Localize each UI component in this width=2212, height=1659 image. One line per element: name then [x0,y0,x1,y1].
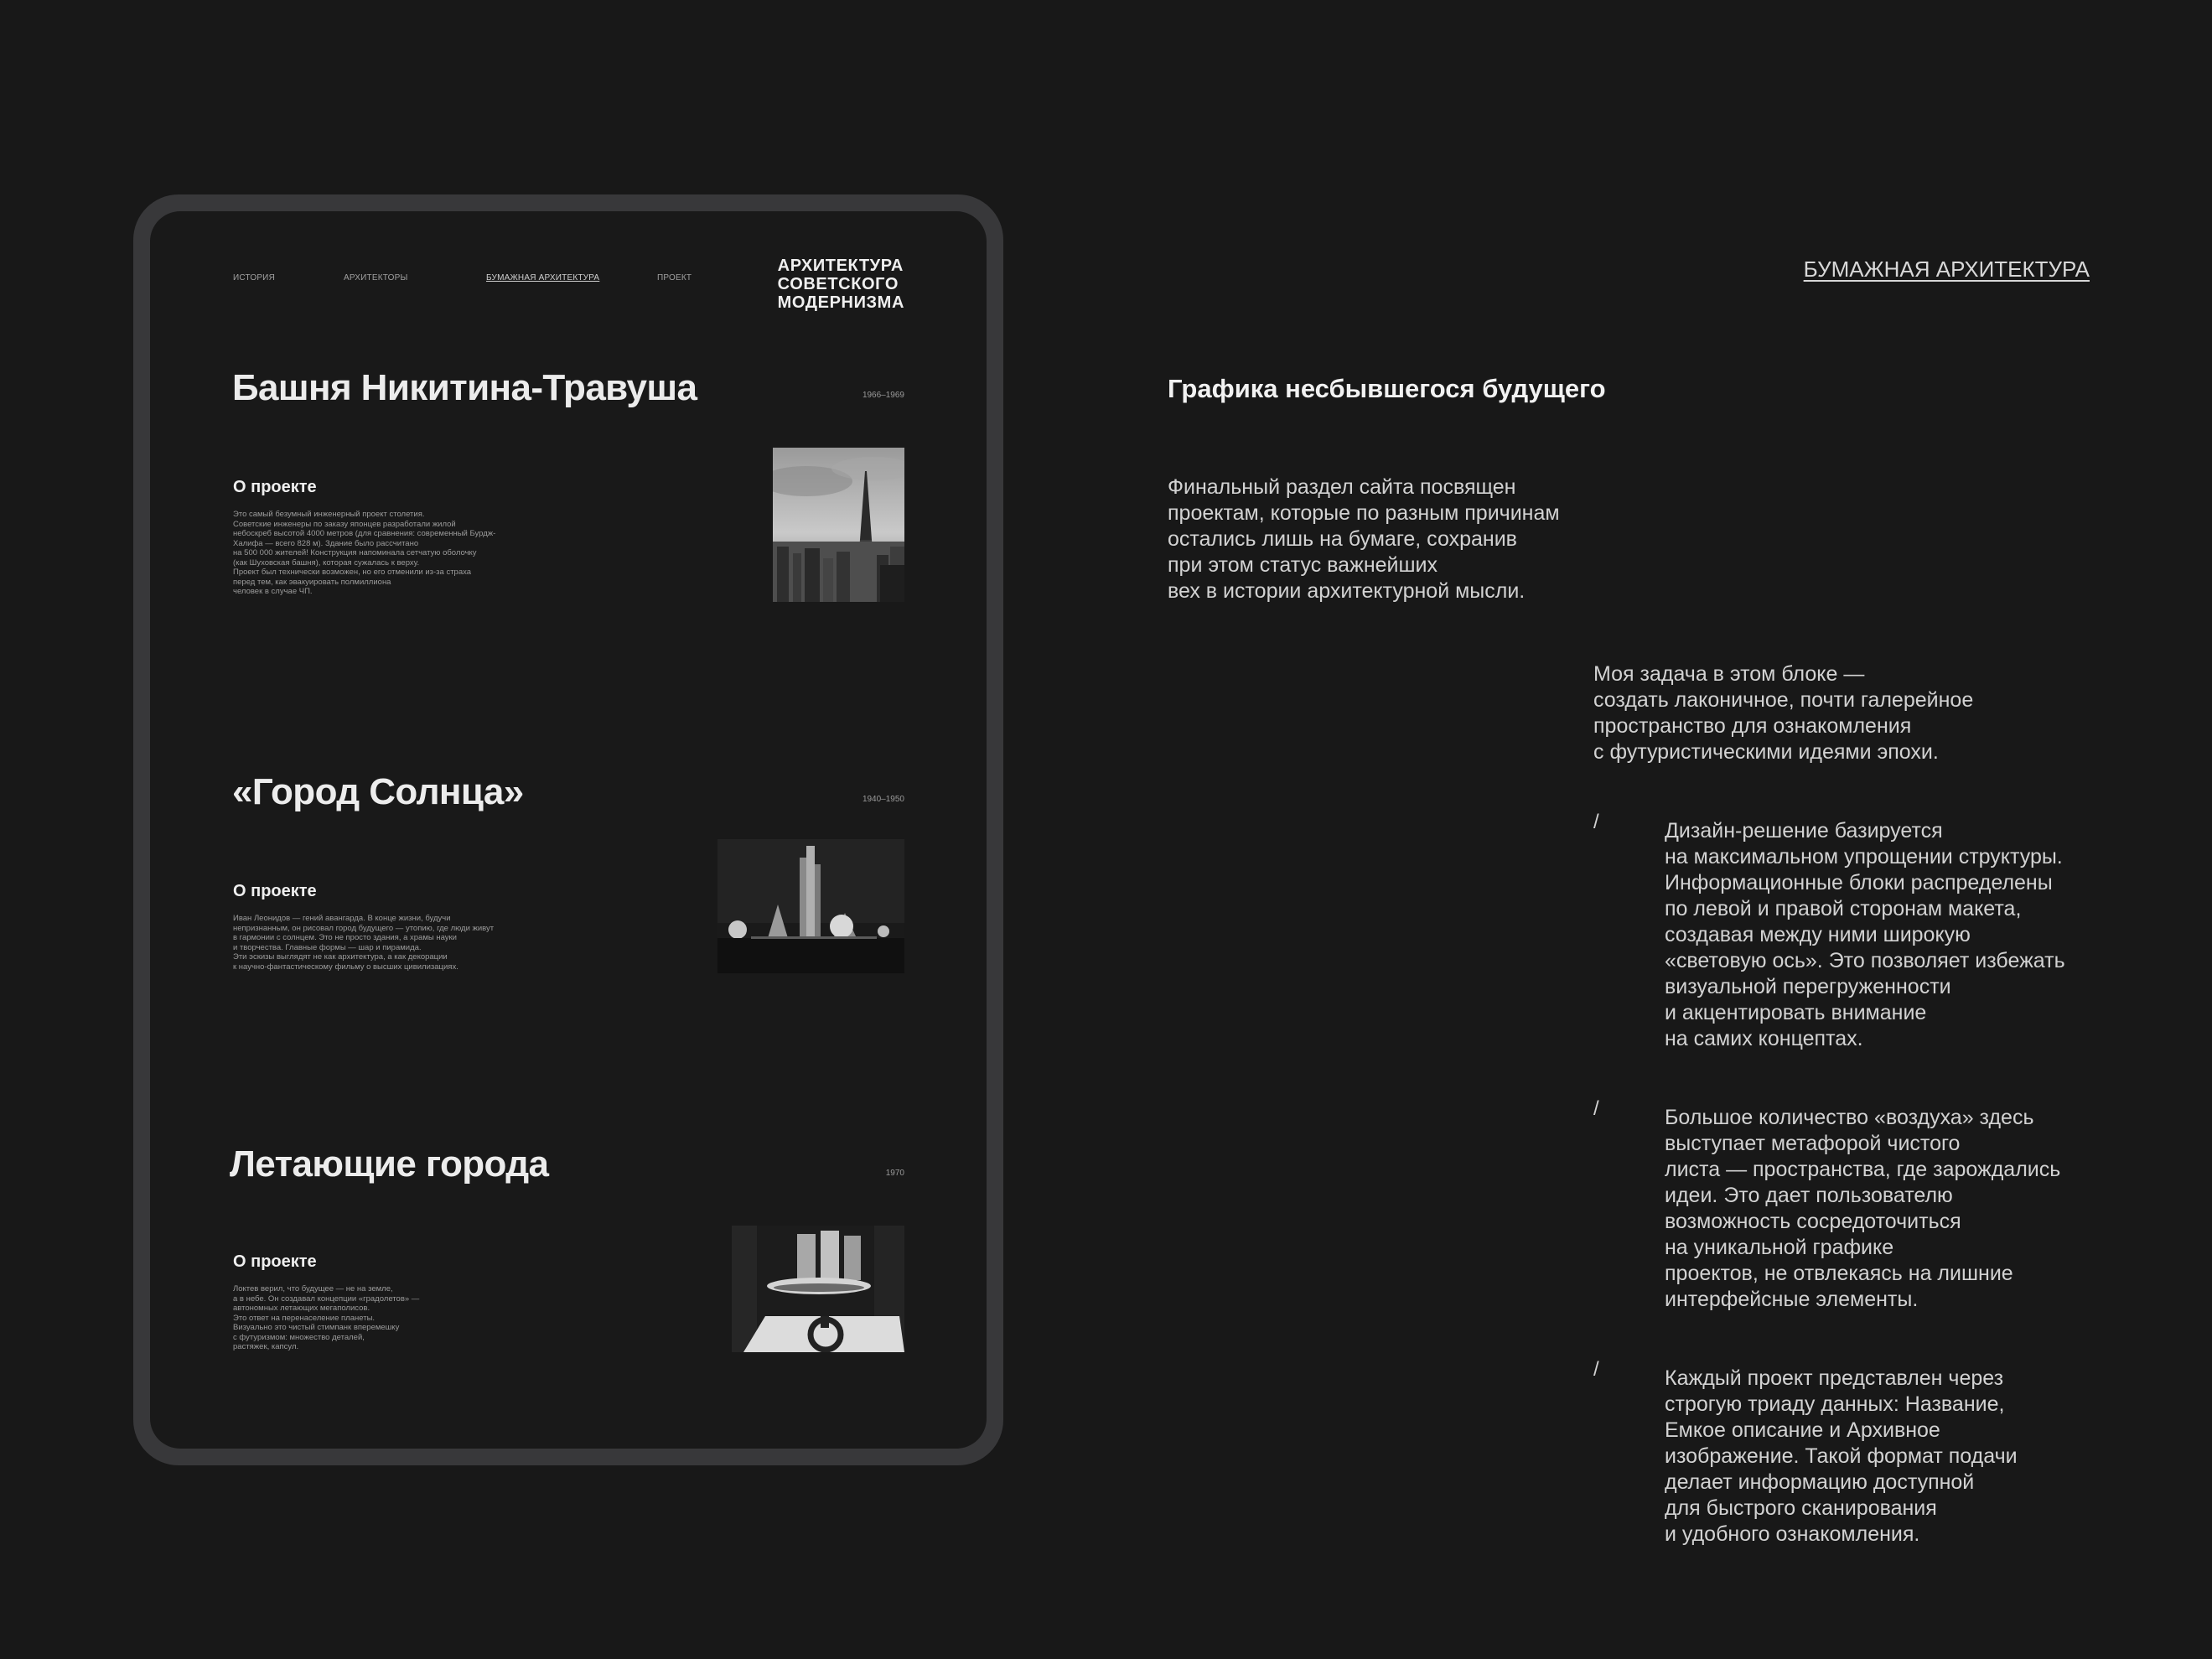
tablet-screen [150,211,987,1449]
city-of-sun-model-photo [717,839,904,973]
section-link-paper-architecture[interactable]: БУМАЖНАЯ АРХИТЕКТУРА [1803,257,2090,282]
tower-city-photo [773,448,904,602]
point-divider-slash: / [1593,1097,1599,1120]
task-paragraph: Моя задача в этом блоке — создать лаконичное, почти галерейное пространство для ознакомления с футуристическими идеями эпохи. [1593,662,1974,764]
intro-paragraph: Финальный раздел сайта посвящен проектам, которые по разным причинам остались лишь на бумаге, сохранив при этом статус важнейших вех в истории архитектурной мысли. [1168,475,1560,603]
about-project-label: О проекте [233,1252,317,1271]
point-paragraph-structure: Дизайн-решение базируется на максимальном упрощении структуры. Информационные блоки распределены по левой и правой сторонам макета, создавая между ними широкую «световую ось». Это позволяет избежать визуальной перегруженности и акцентировать внимание на самих концептах. [1665,819,2065,1050]
tablet-frame [133,194,1003,1465]
point-divider-slash: / [1593,811,1599,833]
point-divider-slash: / [1593,1358,1599,1381]
project-title-flying-cities: Летающие города [230,1143,549,1185]
point-paragraph-triad: Каждый проект представлен через строгую триаду данных: Название, Емкое описание и Архивное изображение. Такой формат подачи делает информацию доступной для быстрого сканирования и удобного ознакомления. [1665,1366,2018,1546]
project-description: Иван Леонидов — гений авангарда. В конце жизни, будучи непризнанным, он рисовал город будущего — утопию, где люди живут в гармонии с солнцем. Это не просто здания, а храмы науки и творчества. Главные формы — шар и пирамида. Эти эскизы выглядят не как архитектура, а как декорации к научно-фантастическому фильму о высших цивилизациях. [233,914,495,972]
point-paragraph-air: Большое количество «воздуха» здесь выступает метафорой чистого листа — пространства, где зарождались идеи. Это дает пользователю возможность сосредоточиться на уникальной графике проектов, не отвлекаясь на лишние интерфейсные элементы. [1665,1106,2061,1311]
nav-architects[interactable]: АРХИТЕКТОРЫ [344,273,408,283]
about-project-label: О проекте [233,478,317,496]
project-description: Локтев верил, что будущее — не на земле, а в небе. Он создавал концепции «градолетов» — автономных летающих мегаполисов. Это ответ на перенаселение планеты. Визуально это чистый стимпанк вперемешку с футуризмом: множество деталей, растяжек, капсул. [233,1284,420,1351]
about-project-label: О проекте [233,882,317,900]
nav-history[interactable]: ИСТОРИЯ [233,273,275,283]
project-title-city-of-sun: «Город Солнца» [232,771,524,812]
nav-project[interactable]: ПРОЕКТ [657,273,692,283]
site-logo[interactable]: АРХИТЕКТУРА СОВЕТСКОГО МОДЕРНИЗМА [777,257,904,312]
project-years: 1970 [885,1169,904,1178]
project-title-nikitin-tower: Башня Никитина-Травуша [232,367,697,408]
section-headline: Графика несбывшегося будущего [1168,374,1606,403]
project-years: 1940–1950 [862,795,904,804]
project-description: Это самый безумный инженерный проект столетия. Советские инженеры по заказу японцев разработали жилой небоскреб высотой 4000 метров (для сравнения: современный Бурдж- Халифа — всего 828 м). Здание было рассчитано на 500 000 жителей! Конструкция напоминала сетчатую оболочку (как Шуховская башня), которая сужалась к верху. Проект был технически возможен, но его отменили из-за страха перед тем, как эвакуировать полмиллиона человек в случае ЧП. [233,510,496,596]
project-years: 1966–1969 [862,391,904,400]
flying-city-model-photo [732,1226,904,1352]
nav-paper-architecture[interactable]: БУМАЖНАЯ АРХИТЕКТУРА [486,273,600,283]
